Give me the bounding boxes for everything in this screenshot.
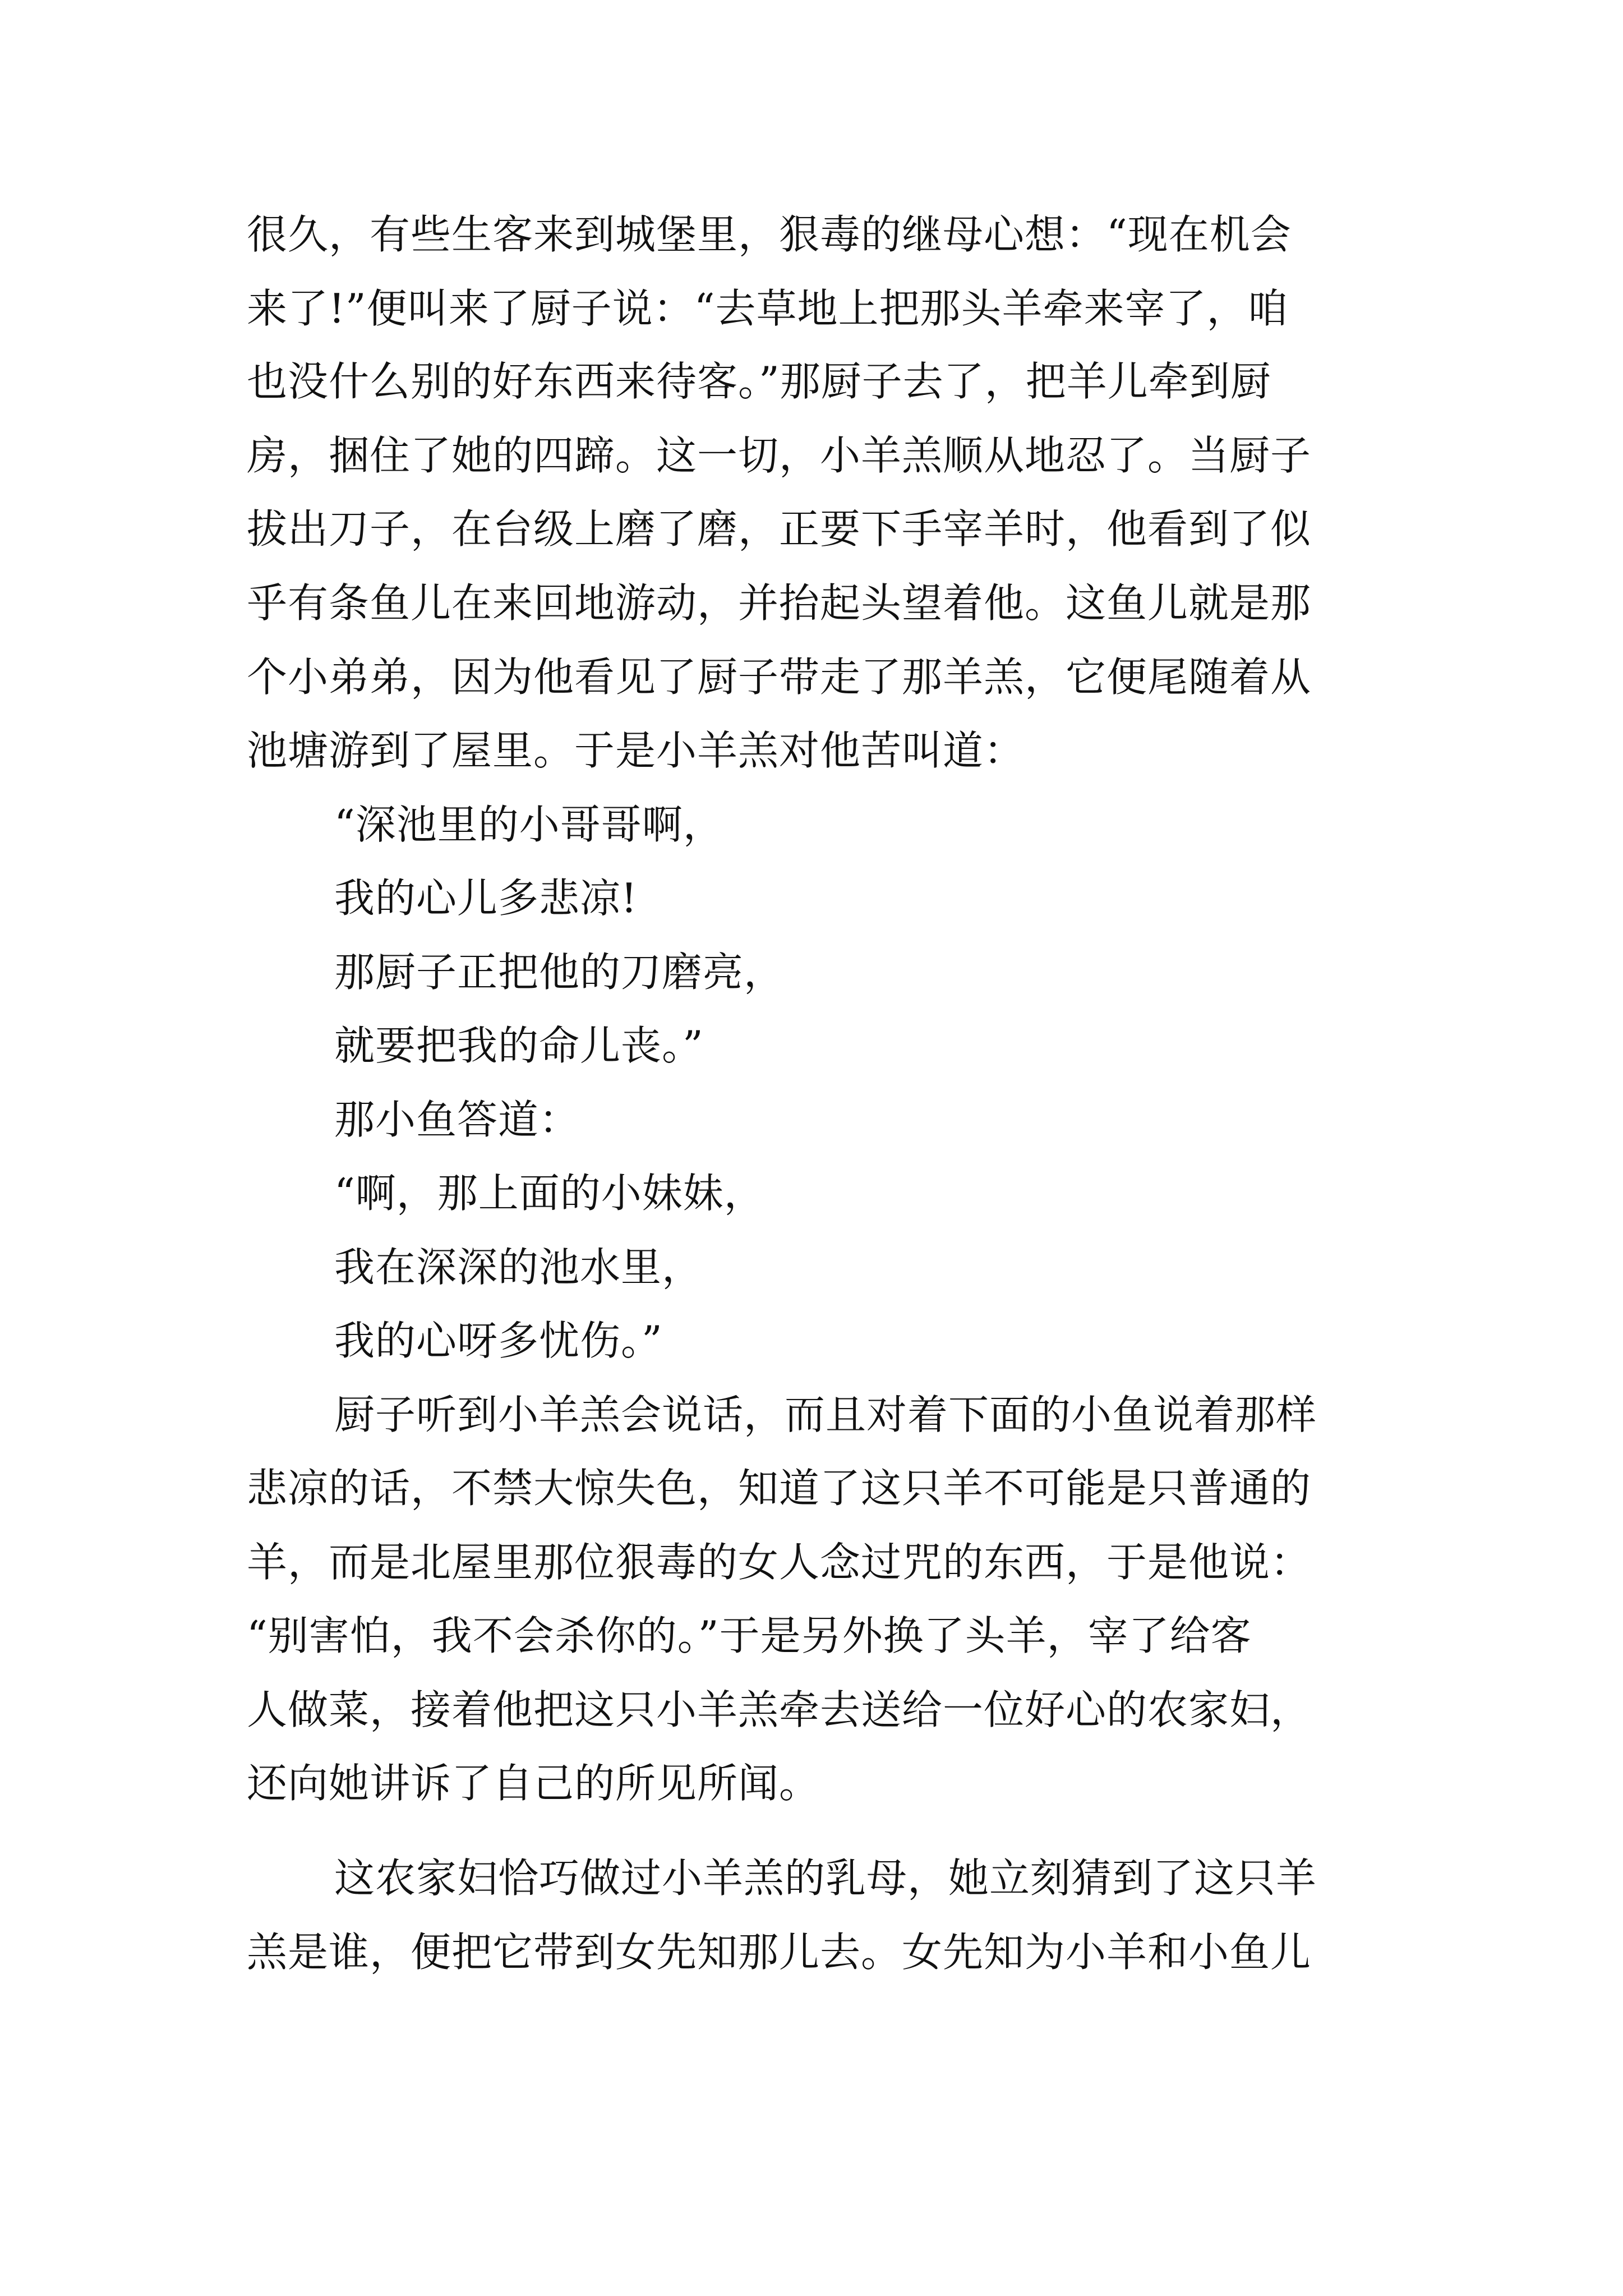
paragraph-line-1: 厨子听到小羊羔会说话，而且对着下面的小鱼说着那样 (334, 1391, 1317, 1438)
narration-line: 那小鱼答道： (334, 1096, 580, 1143)
paragraph-line-3: 羊，而是北屋里那位狠毒的女人念过咒的东西，于是他说： (247, 1539, 1312, 1586)
poem-line-5: “啊，那上面的小妹妹， (334, 1170, 765, 1217)
text-line-3: 也没什么别的好东西来待客。”那厨子去了，把羊儿牵到厨 (247, 358, 1271, 405)
paragraph-line-8: 羔是谁，便把它带到女先知那儿去。女先知为小羊和小鱼儿 (247, 1929, 1312, 1976)
paragraph-line-7: 这农家妇恰巧做过小羊羔的乳母，她立刻猜到了这只羊 (334, 1855, 1317, 1902)
paragraph-line-5: 人做菜，接着他把这只小羊羔牵去送给一位好心的农家妇， (247, 1686, 1312, 1733)
text-line-7: 个小弟弟，因为他看见了厨子带走了那羊羔，它便尾随着从 (247, 654, 1312, 701)
text-line-1: 很久，有些生客来到城堡里，狠毒的继母心想：“现在机会 (247, 211, 1292, 258)
text-line-6: 乎有条鱼儿在来回地游动，并抬起头望着他。这鱼儿就是那 (247, 579, 1312, 627)
text-line-2: 来了!”便叫来了厨子说：“去草地上把那头羊牵来宰了，咱 (247, 285, 1289, 332)
paragraph-line-6: 还向她讲诉了自己的所见所闻。 (247, 1760, 820, 1807)
paragraph-line-4: “别害怕，我不会杀你的。”于是另外换了头羊，宰了给客 (247, 1612, 1252, 1659)
poem-line-6: 我在深深的池水里， (334, 1244, 703, 1291)
text-line-4: 房，捆住了她的四蹄。这一切，小羊羔顺从地忍了。当厨子 (247, 432, 1312, 479)
text-line-5: 拔出刀子，在台级上磨了磨，正要下手宰羊时，他看到了似 (247, 505, 1312, 553)
paragraph-line-2: 悲凉的话，不禁大惊失色，知道了这只羊不可能是只普通的 (247, 1465, 1312, 1512)
poem-line-3: 那厨子正把他的刀磨亮， (334, 949, 785, 996)
poem-line-7: 我的心呀多忧伤。” (334, 1317, 663, 1364)
text-line-8: 池塘游到了屋里。于是小羊羔对他苦叫道： (247, 727, 1025, 774)
poem-line-1: “深池里的小哥哥啊， (334, 801, 724, 848)
poem-line-4: 就要把我的命儿丧。” (334, 1022, 704, 1069)
poem-line-2: 我的心儿多悲凉! (334, 875, 638, 922)
